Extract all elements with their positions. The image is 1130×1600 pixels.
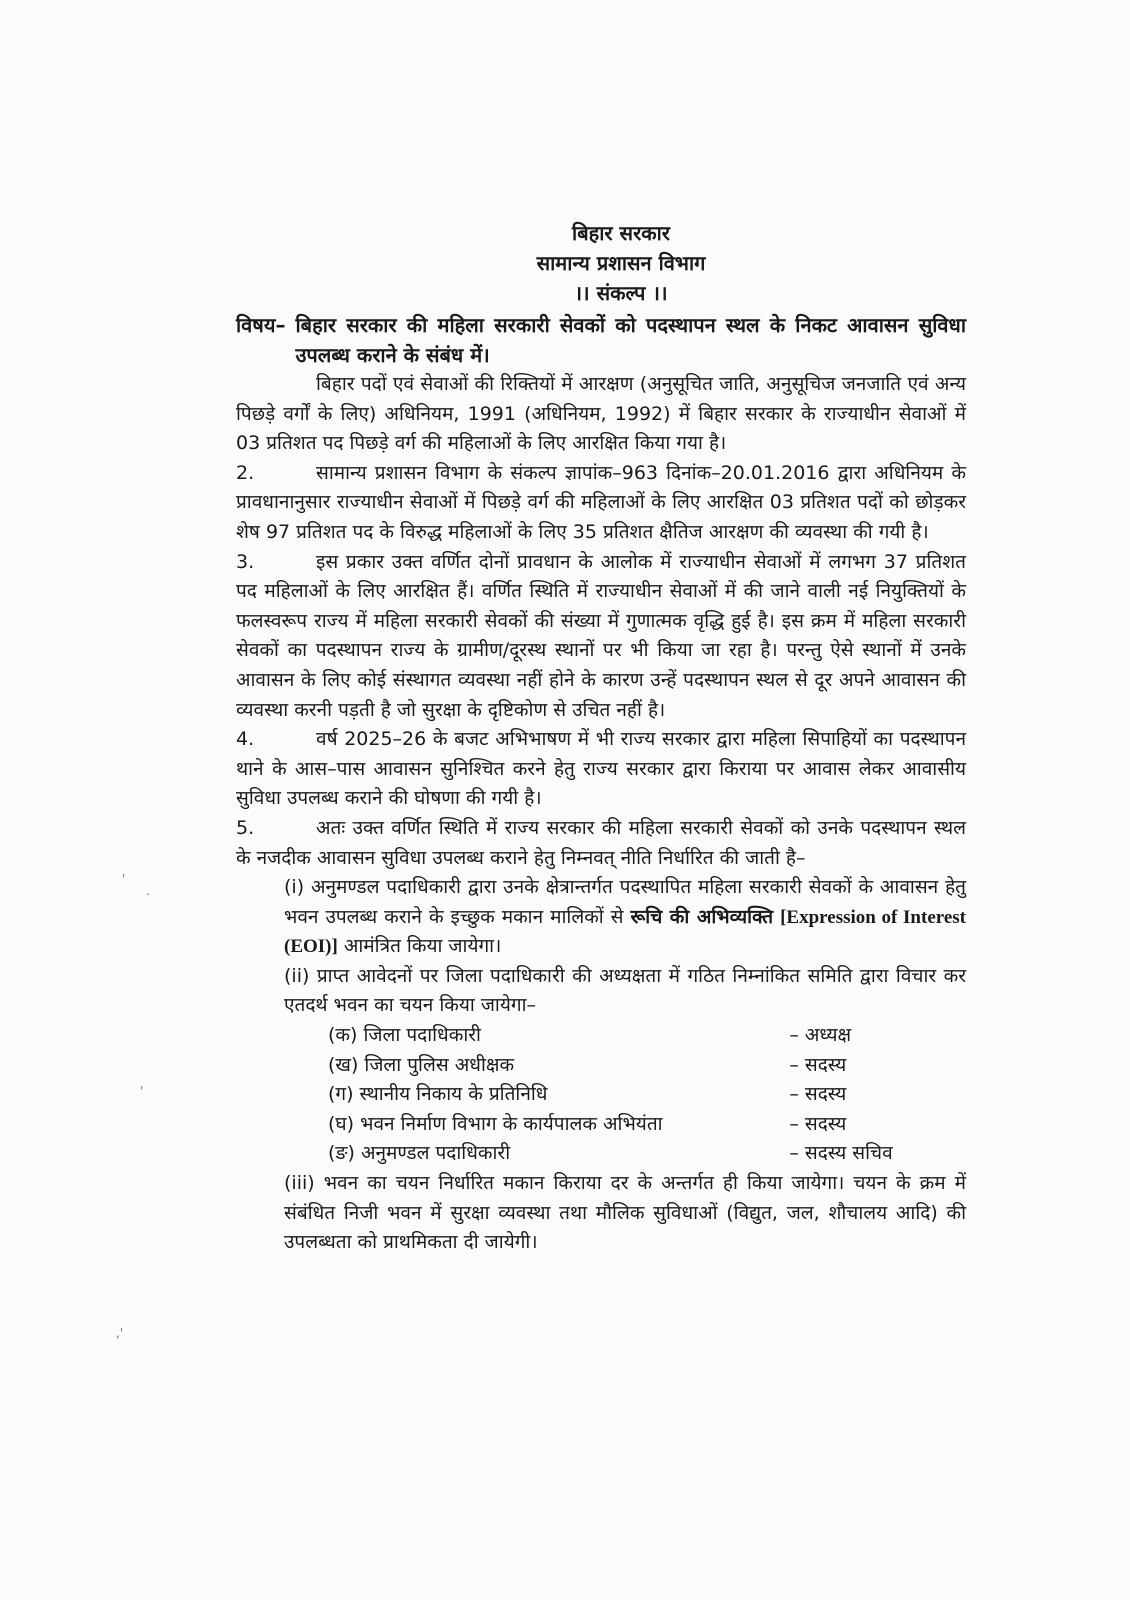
policy-item-1-text: (i) अनुमण्डल पदाधिकारी द्वारा उनके क्षेत्रान्तर्गत पदस्थापित महिला सरकारी सेवकों के आवासन हेतु भवन उपलब्ध कराने के इच्छुक मकान मालिकों से — [284, 876, 966, 928]
resolution-document — [236, 218, 966, 1258]
paragraph-2 — [236, 459, 966, 548]
member-role: (क) जिला पदाधिकारी — [328, 1024, 481, 1047]
policy-item-1-suffix: आमंत्रित किया जायेगा। — [343, 935, 502, 958]
scan-speck: . — [146, 884, 150, 898]
paragraph-number: 2. — [236, 461, 255, 484]
paragraph-4 — [236, 725, 966, 814]
committee-member — [328, 1051, 966, 1081]
member-role: (ख) जिला पुलिस अधीक्षक — [328, 1053, 515, 1076]
member-position: – सदस्य — [789, 1053, 847, 1076]
committee-member — [328, 1080, 966, 1110]
policy-item-1 — [284, 873, 966, 962]
paragraph-text: वर्ष 2025–26 के बजट अभिभाषण में भी राज्य सरकार द्वारा महिला सिपाहियों का पदस्थापन थाने के आस–पास आवासन सुनिश्चित करने हेतु राज्य सरकार द्वारा किराया पर आवास लेकर आवासीय सुविधा उपलब्ध कराने की घोषणा की गयी है। — [236, 728, 966, 810]
committee-list — [328, 1021, 966, 1169]
department-name: सामान्य प्रशासन विभाग — [536, 251, 706, 275]
paragraph-number: 4. — [236, 728, 255, 751]
scan-speck: ' — [140, 1084, 144, 1098]
member-position: – सदस्य — [789, 1112, 847, 1135]
scan-speck: ' — [122, 872, 126, 886]
subject-label: विषय– — [236, 313, 286, 337]
paragraph-1: बिहार पदों एवं सेवाओं की रिक्तियों में आरक्षण (अनुसूचित जाति, अनुसूचिज जनजाति एवं अन्य पिछड़े वर्गों के लिए) अधिनियम, 1991 (अधिनियम, 1992) में बिहार सरकार के राज्याधीन सेवाओं में 03 प्रतिशत पद पिछड़े वर्ग की महिलाओं के लिए आरक्षित किया गया है। — [236, 373, 966, 455]
paragraph-text: इस प्रकार उक्त वर्णित दोनों प्रावधान के आलोक में राज्याधीन सेवाओं में लगभग 37 प्रतिशत पद महिलाओं के लिए आरक्षित हैं। वर्णित स्थिति में राज्याधीन सेवाओं में की जाने वाली नई नियुक्तियों के फलस्वरूप राज्य में महिला सरकारी सेवकों की संख्या में गुणात्मक वृद्धि हुई है। इस क्रम में महिला सरकारी सेवकों का पदस्थापन राज्य के ग्रामीण/दूरस्थ स्थानों पर भी किया जा रहा है। परन्तु ऐसे स्थानों में उनके आवासन के लिए कोई संस्थागत व्यवस्था नहीं होने के कारण उन्हें पदस्थापन स्थल से दूर अपने आवासन की व्यवस्था करनी पड़ती है जो सुरक्षा के दृष्टिकोण से उचित नहीं है। — [236, 550, 966, 721]
paragraph-number: 5. — [236, 816, 255, 839]
paragraph-text: अतः उक्त वर्णित स्थिति में राज्य सरकार की महिला सरकारी सेवकों को उनके पदस्थापन स्थल के नजदीक आवासन सुविधा उपलब्ध कराने हेतु निम्नवत् नीति निर्धारित की जाती है– — [236, 816, 966, 869]
committee-member — [328, 1110, 966, 1140]
member-role: (ङ) अनुमण्डल पदाधिकारी — [328, 1142, 511, 1165]
paragraph-text: सामान्य प्रशासन विभाग के संकल्प ज्ञापांक–963 दिनांक–20.01.2016 द्वारा अधिनियम के प्रावधानानुसार राज्याधीन सेवाओं में पिछड़े वर्ग की महिलाओं के लिए आरक्षित 03 प्रतिशत पदों को छोड़कर शेष 97 प्रतिशत पद के विरुद्ध महिलाओं के लिए 35 प्रतिशत क्षैतिज आरक्षण की व्यवस्था की गयी है। — [236, 461, 966, 543]
committee-member — [328, 1139, 966, 1169]
resolution-title: ।। संकल्प ।। — [574, 281, 668, 305]
member-position: – सदस्य सचिव — [789, 1142, 893, 1165]
member-role: (ग) स्थानीय निकाय के प्रतिनिधि — [328, 1083, 548, 1106]
paragraph-number: 3. — [236, 550, 255, 573]
eoi-hindi-term: रूचि की अभिव्यक्ति — [630, 905, 774, 928]
policy-item-2: (ii) प्राप्त आवेदनों पर जिला पदाधिकारी की अध्यक्षता में गठित निम्नांकित समिति द्वारा विचार कर एतदर्थ भवन का चयन किया जायेगा– — [284, 964, 966, 1017]
subject-text: बिहार सरकार की महिला सरकारी सेवकों को पदस्थापन स्थल के निकट आवासन सुविधा उपलब्ध कराने के संबंध में। — [295, 313, 966, 367]
subject-line — [236, 310, 966, 370]
paragraph-3 — [236, 548, 966, 726]
committee-member — [328, 1021, 966, 1051]
paragraph-5 — [236, 814, 966, 873]
government-name: बिहार सरकार — [572, 221, 670, 245]
eoi-english-term: [Expression of Interest (EOI)] — [284, 906, 966, 958]
scan-speck: ,' — [116, 1326, 124, 1340]
member-role: (घ) भवन निर्माण विभाग के कार्यपालक अभियंता — [328, 1112, 663, 1135]
member-position: – अध्यक्ष — [789, 1024, 852, 1047]
policy-item-3: (iii) भवन का चयन निर्धारित मकान किराया दर के अन्तर्गत ही किया जायेगा। चयन के क्रम में संबंधित निजी भवन में सुरक्षा व्यवस्था तथा मौलिक सुविधाओं (विद्युत, जल, शौचालय आदि) की उपलब्धता को प्राथमिकता दी जायेगी। — [284, 1172, 966, 1254]
member-position: – सदस्य — [789, 1083, 847, 1106]
document-header — [276, 218, 966, 308]
